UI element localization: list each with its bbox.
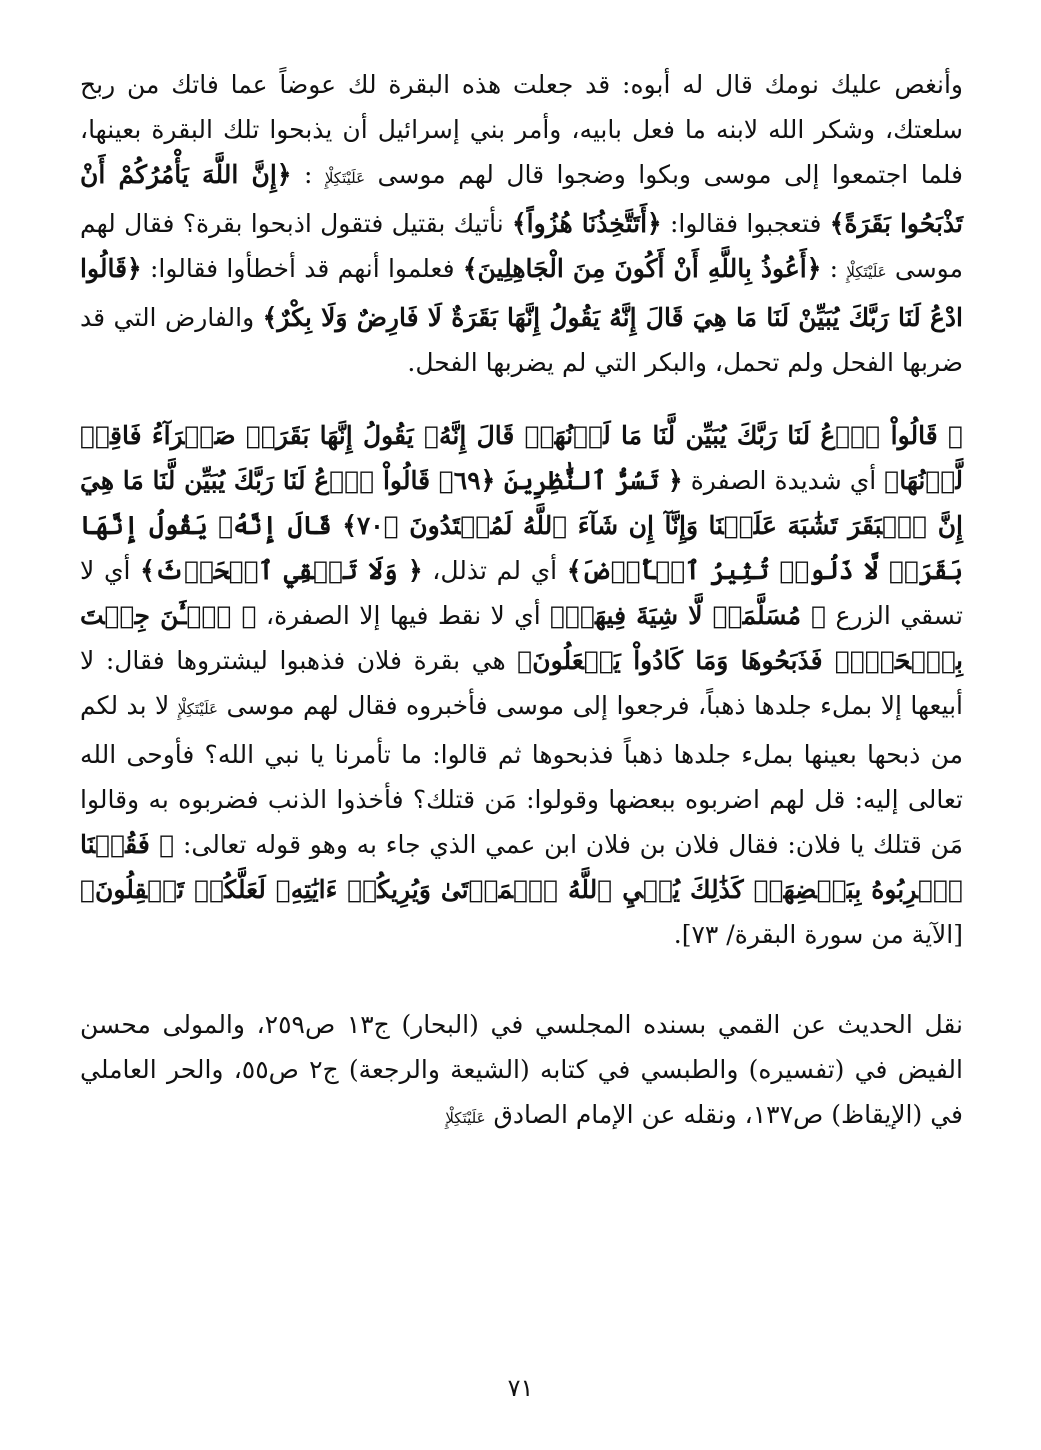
paragraph-cow-story — [80, 62, 963, 385]
text-run: نقل الحديث عن القمي بسنده المجلسي في (البحار) ج١٣ ص٢٥٩، والمولى محسن الفيض في (تفسيره) والطبسي في كتابه (الشيعة والرجعة) ج٢ ص٥٥، والحر العاملي في (الإيقاظ) ص١٣٧، ونقله عن الإمام الصادق — [80, 1010, 963, 1129]
text-run: لا بد لكم من ذبحها بعينها بملء جلدها ذهباً فذبحوها ثم قالوا: ما تأمرنا يا نبي الله؟ فأوحى الله تعالى إليه: قل لهم اضربوه ببعضها وقولوا: مَن قتلك؟ فأخذوا الذنب فضربوه به وقالوا مَن قتلك يا فلان: فقال فلان بن فلان ابن عمي الذي جاء به وهو قوله تعالى: — [80, 691, 963, 859]
text-run: أي لم تذلل، — [422, 556, 567, 585]
quran-quote: ﴿ مُسَلَّمَةٞ لَّا شِيَةَ فِيهَاۚ﴾ — [550, 601, 827, 630]
quran-quote: ﴿ قَالُواْ ٱدۡعُ لَنَا رَبَّكَ يُبَيِّن لَّنَا مَا لَوۡنُهَاۚ قَالَ إِنَّهُۥ يَقُولُ إِنَّهَا بَقَرَةٞ صَفۡرَآءُ فَاقِعٞ لَّوۡنُهَا﴾ — [80, 421, 963, 495]
text-run: [الآية من سورة البقرة/ ٧٣]. — [673, 920, 963, 949]
text-run: وأنغص عليك نومك قال له أبوه: قد جعلت هذه البقرة لك عوضاً عما فاتك من ربح سلعتك، وشكر الله لابنه ما فعل بابيه، وأمر بني إسرائيل أن يذبحوا تلك البقرة بعينها، فلما اجتمعوا إلى موسى وبكوا وضجوا قال لهم موسى — [80, 70, 963, 189]
text-run: أي لا تسقي الزرع — [80, 556, 963, 630]
text-run: أي شديدة الصفرة — [682, 466, 885, 495]
honorific-glyph: عَلَيْتَكِلْإِ — [846, 263, 887, 281]
quran-quote: ﴿ تَسُرُّ ٱلنَّٰظِرِينَ ﴿٦٩﴾ قَالُواْ ٱدۡعُ لَنَا رَبَّكَ يُبَيِّن لَّنَا مَا هِيَ إِنَّ ٱلۡبَقَرَ تَشَٰبَهَ عَلَيۡنَا وَإِنَّآ إِن شَآءَ ٱللَّهُ لَمُهۡتَدُونَ ﴿٧٠﴾ قَالَ إِنَّهُۥ يَقُولُ إِنَّهَا بَقَرَةٞ لَّا ذَلُولٞ تُثِيرُ ٱلۡأَرۡضَ﴾ — [80, 466, 964, 585]
quran-quote: ﴿ وَلَا تَسۡقِي ٱلۡحَرۡثَ﴾ — [140, 556, 423, 585]
honorific-glyph: عَلَيْتَكِلْإِ — [445, 1109, 486, 1127]
text-run: أي لا نقط فيها إلا الصفرة، — [256, 601, 551, 630]
text-run: هي بقرة فلان فذهبوا ليشتروها فقال: لا أبيعها إلا بملء جلدها ذهباً، فرجعوا إلى موسى فأخبروه فقال لهم موسى — [80, 646, 964, 720]
paragraph-sources — [80, 1002, 963, 1141]
honorific-glyph: عَلَيْتَكِلْإِ — [177, 700, 218, 718]
text-run: فتعجبوا فقالوا: — [661, 209, 830, 238]
quran-quote: ﴿أَتَتَّخِذُنَا هُزُواً﴾ — [512, 209, 662, 238]
quran-quote: ﴿قَالُوا ادْعُ لَنَا رَبَّكَ يُبَيِّنْ لَنَا مَا هِيَ قَالَ إِنَّهُ يَقُولُ إِنَّهَا بَقَرَةٌ لَا فَارِضٌ وَلَا بِكْرٌ﴾ — [80, 254, 963, 332]
quran-quote: ﴿ فَقُلۡنَا ٱضۡرِبُوهُ بِبَعۡضِهَاۚ كَذَٰلِكَ يُحۡيِ ٱللَّهُ ٱلۡمَوۡتَىٰ وَيُرِيكُمۡ ءَايَٰتِهِۦ لَعَلَّكُمۡ تَعۡقِلُونَ﴾ — [80, 830, 963, 904]
text-run: : — [821, 254, 847, 283]
quran-quote: ﴿ ٱلۡـَٰٔنَ جِئۡتَ بِٱلۡحَقِّۚ فَذَبَحُوهَا وَمَا كَادُواْ يَفۡعَلُونَ﴾ — [80, 601, 963, 675]
quran-quote: ﴿أَعُوذُ بِاللَّهِ أَنْ أَكُونَ مِنَ الْجَاهِلِينَ﴾ — [462, 254, 822, 283]
paragraph-quran-commentary — [80, 413, 963, 957]
page-number: ٧١ — [507, 1374, 534, 1402]
honorific-glyph: عَلَيْتَكِلْإِ — [324, 169, 366, 187]
text-run: فعلموا أنهم قد أخطأوا فقالوا: — [141, 254, 463, 283]
text-run: : — [291, 160, 325, 189]
text-run: والفارض التي قد ضربها الفحل ولم تحمل، والبكر التي لم يضربها الفحل. — [80, 303, 963, 377]
text-run: نأتيك بقتيل فتقول اذبحوا بقرة؟ فقال لهم موسى — [80, 209, 963, 283]
quran-quote: ﴿إِنَّ اللَّهَ يَأْمُرُكُمْ أَنْ تَذْبَحُوا بَقَرَةً﴾ — [80, 160, 964, 238]
